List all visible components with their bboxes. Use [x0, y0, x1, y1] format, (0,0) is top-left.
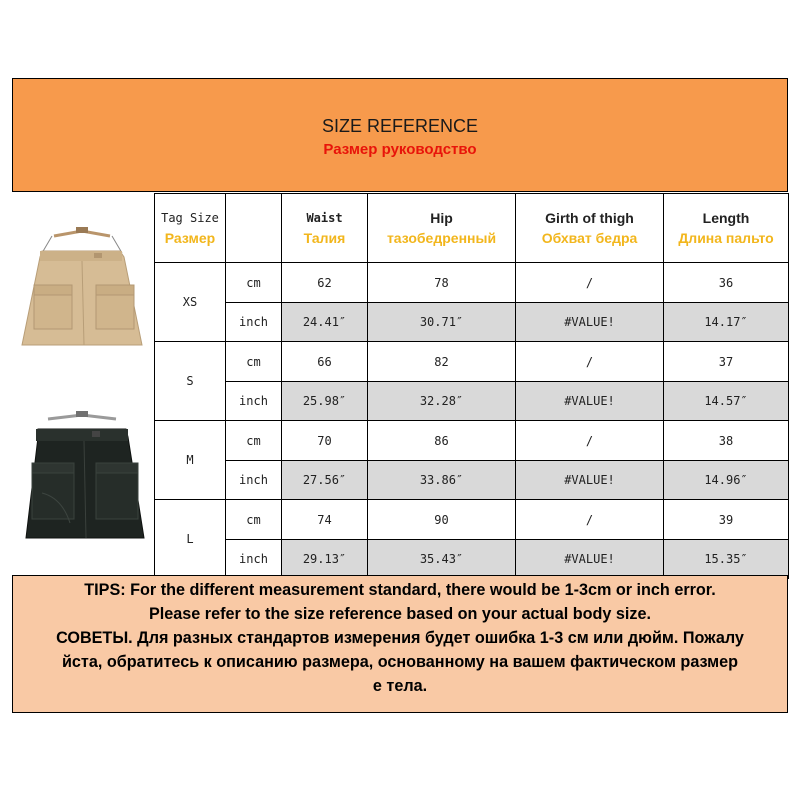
- hip-cell: 33.86″: [368, 461, 516, 500]
- col-length: [664, 194, 789, 263]
- col-length-ru: Длина пальто: [678, 230, 774, 246]
- unit-cell: cm: [226, 342, 282, 382]
- unit-cell: cm: [226, 263, 282, 303]
- unit-cell: inch: [226, 382, 282, 421]
- tips-line-4: йста, обратитесь к описанию размера, основанному на вашем фактическом размер: [61, 653, 739, 671]
- waist-cell: 27.56″: [282, 461, 368, 500]
- col-thigh: [516, 194, 664, 263]
- table-row: [155, 303, 789, 342]
- table-row: [155, 342, 789, 382]
- unit-cell: cm: [226, 500, 282, 540]
- thigh-cell: /: [516, 421, 664, 461]
- col-hip-en: Hip: [430, 210, 453, 226]
- length-cell: 39: [664, 500, 789, 540]
- tips-line-5: е тела.: [372, 677, 428, 695]
- thigh-cell: #VALUE!: [516, 382, 664, 421]
- hip-cell: 32.28″: [368, 382, 516, 421]
- hanger-icon-2: [48, 411, 116, 419]
- hip-cell: 82: [368, 342, 516, 382]
- tips-box: [12, 575, 788, 713]
- col-thigh-ru: Обхват бедра: [541, 230, 638, 246]
- col-waist: [282, 194, 368, 263]
- header-title-en: SIZE REFERENCE: [321, 116, 479, 136]
- length-cell: 36: [664, 263, 789, 303]
- thigh-cell: /: [516, 263, 664, 303]
- waist-cell: 25.98″: [282, 382, 368, 421]
- table-row: [155, 263, 789, 303]
- waist-cell: 24.41″: [282, 303, 368, 342]
- length-cell: 37: [664, 342, 789, 382]
- hip-cell: 30.71″: [368, 303, 516, 342]
- col-hip: [368, 194, 516, 263]
- header-title-ru: Размер руководство: [323, 141, 477, 158]
- size-label: M: [155, 421, 226, 500]
- length-cell: 14.57″: [664, 382, 789, 421]
- table-row: [155, 540, 789, 579]
- unit-cell: cm: [226, 421, 282, 461]
- waist-cell: 62: [282, 263, 368, 303]
- size-table: [154, 193, 789, 579]
- tips-line-1: TIPS: For the different measurement standard, there would be 1-3cm or inch error.: [84, 581, 716, 599]
- unit-cell: inch: [226, 461, 282, 500]
- hip-cell: 86: [368, 421, 516, 461]
- size-label: L: [155, 500, 226, 579]
- waist-cell: 70: [282, 421, 368, 461]
- beige-skirt-image: [12, 193, 154, 575]
- table-row: [155, 461, 789, 500]
- thigh-cell: /: [516, 500, 664, 540]
- hip-cell: 78: [368, 263, 516, 303]
- tips-line-2: Please refer to the size reference based on your actual body size.: [148, 605, 651, 623]
- length-cell: 38: [664, 421, 789, 461]
- col-waist-en: Waist: [306, 211, 343, 225]
- waist-cell: 66: [282, 342, 368, 382]
- table-row: [155, 500, 789, 540]
- size-label: S: [155, 342, 226, 421]
- col-hip-ru: тазобедренный: [386, 230, 497, 246]
- waist-cell: 74: [282, 500, 368, 540]
- length-cell: 14.96″: [664, 461, 789, 500]
- table-header-row: [155, 194, 789, 263]
- thigh-cell: #VALUE!: [516, 540, 664, 579]
- col-tag-size-ru: Размер: [164, 230, 216, 246]
- waist-cell: 29.13″: [282, 540, 368, 579]
- col-tag-size-en: Tag Size: [161, 211, 219, 225]
- col-length-en: Length: [702, 210, 750, 226]
- tips-line-3: СОВЕТЫ. Для разных стандартов измерения будет ошибка 1-3 см или дюйм. Пожалу: [56, 629, 744, 647]
- hanger-icon: [42, 227, 122, 253]
- product-photos: [12, 193, 154, 575]
- length-cell: 15.35″: [664, 540, 789, 579]
- size-label: XS: [155, 263, 226, 342]
- thigh-cell: #VALUE!: [516, 461, 664, 500]
- col-tag-size: [155, 194, 226, 263]
- col-thigh-en: Girth of thigh: [545, 210, 634, 226]
- unit-cell: inch: [226, 303, 282, 342]
- length-cell: 14.17″: [664, 303, 789, 342]
- table-row: [155, 421, 789, 461]
- hip-cell: 90: [368, 500, 516, 540]
- col-unit: [226, 194, 282, 263]
- unit-cell: inch: [226, 540, 282, 579]
- hip-cell: 35.43″: [368, 540, 516, 579]
- thigh-cell: /: [516, 342, 664, 382]
- col-waist-ru: Талия: [303, 230, 346, 246]
- size-reference-header: [12, 78, 788, 192]
- thigh-cell: #VALUE!: [516, 303, 664, 342]
- table-row: [155, 382, 789, 421]
